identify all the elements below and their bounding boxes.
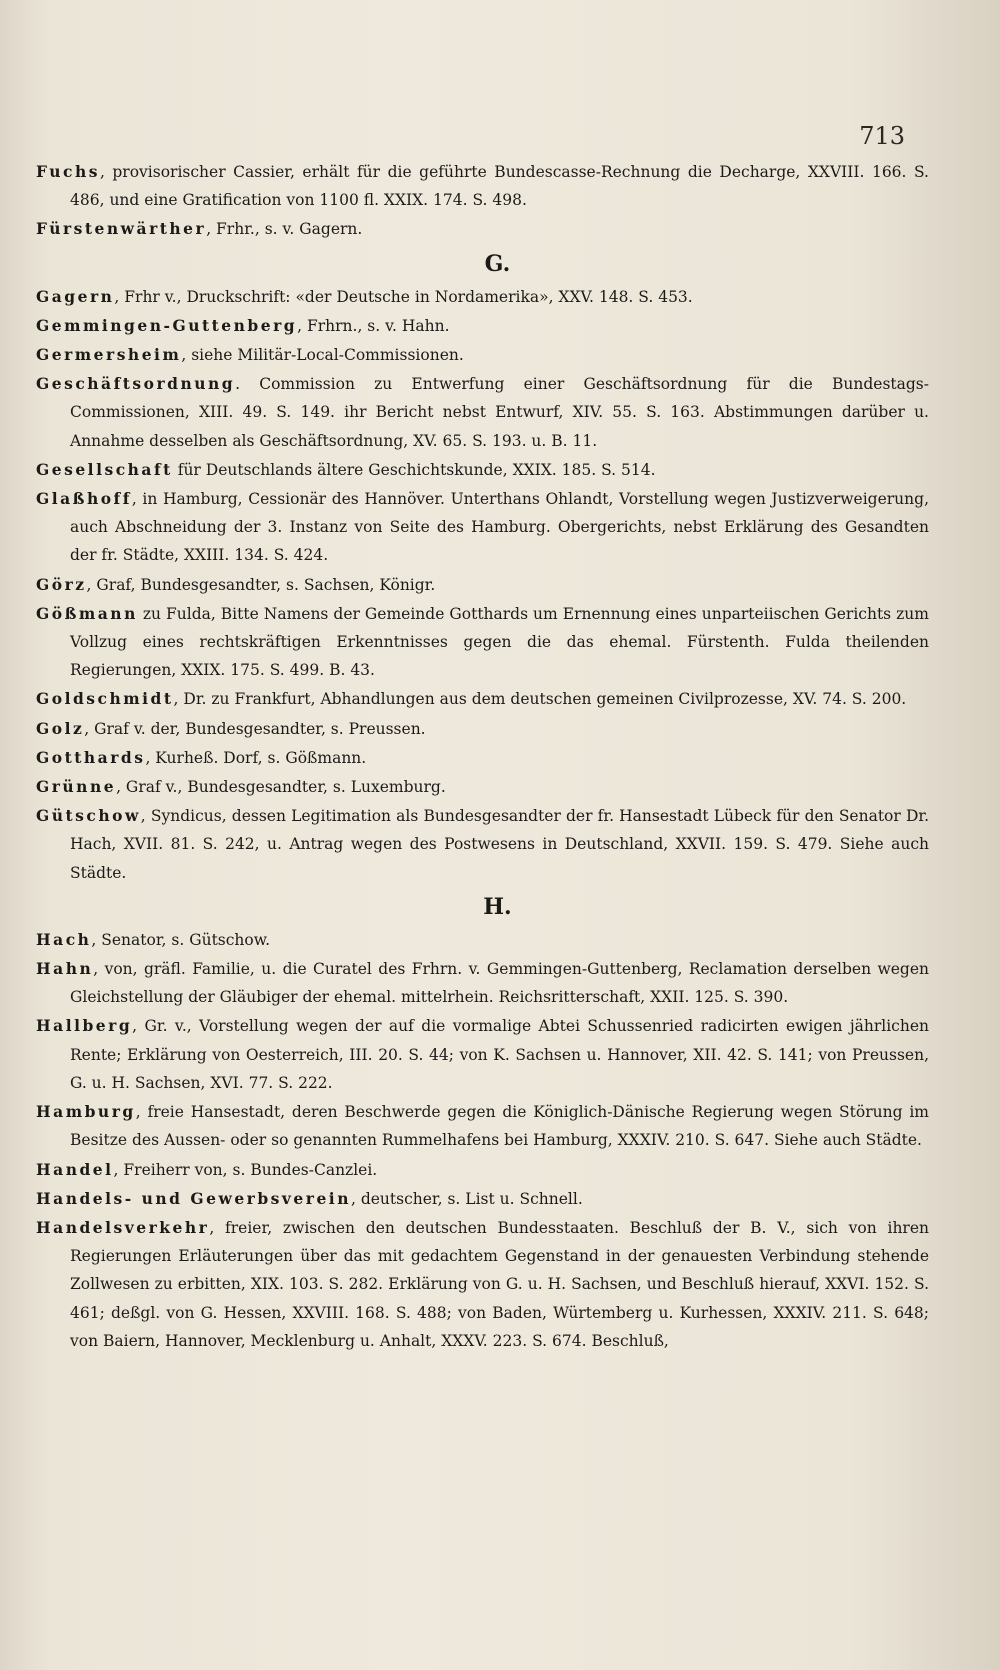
index-content: [36, 158, 929, 1356]
entry-heading: Gagern: [36, 286, 115, 306]
entry-heading: Hach: [36, 929, 92, 949]
index-entry: [36, 802, 929, 887]
entry-text: , Gr. v., Vorstellung wegen der auf die vormalige Abtei Schussenried radicirten ewigen jährlichen Rente; Erklärung von Oesterreich, III. 20. S. 44; von K. Sachsen u. Hannover, XII. 42. S. 141; von Preussen, G. u. H. Sachsen, XVI. 77. S. 222.: [70, 1017, 929, 1092]
entry-text: , freier, zwischen den deutschen Bundesstaaten. Beschluß der B. V., sich von ihren Regierungen Erläuterungen über das mit gedachtem Gegenstand in der genauesten Verbindung stehende Zollwesen zu erbitten, XIX. 103. S. 282. Erklärung von G. u. H. Sachsen, und Beschluß hierauf, XXVI. 152. S. 461; deßgl. von G. Hessen, XXVIII. 168. S. 488; von Baden, Würtemberg u. Kurhessen, XXXIV. 211. S. 648; von Baiern, Hannover, Mecklenburg u. Anhalt, XXXV. 223. S. 674. Beschluß,: [70, 1218, 929, 1350]
entry-heading: Fuchs: [36, 162, 100, 181]
entry-text: , siehe Militär-Local-Commissionen.: [181, 346, 464, 365]
page-number: 713: [859, 122, 905, 150]
entry-text: , von, gräfl. Familie, u. die Curatel des Frhrn. v. Gemmingen-Guttenberg, Reclamation derselben wegen Gleichstellung der Gläubiger der ehemal. mittelrhein. Reichsritterschaft, XXII. 125. S. 390.: [70, 960, 929, 1007]
entry-text: , Frhr v., Druckschrift: «der Deutsche in Nordamerika», XXV. 148. S. 453.: [114, 287, 693, 306]
index-entry: [36, 685, 929, 713]
index-entry: [36, 370, 929, 455]
entry-text: , provisorischer Cassier, erhält für die geführte Bundescasse-Rechnung die Decharge, XXVIII. 166. S. 486, und eine Gratification von 1100 fl. XXIX. 174. S. 498.: [70, 163, 929, 210]
entry-heading: Hamburg: [36, 1102, 136, 1122]
entry-heading: Handels- und Gewerbsverein: [36, 1188, 351, 1208]
entry-text: , Senator, s. Gütschow.: [91, 930, 271, 949]
entry-heading: Görz: [36, 574, 87, 594]
entry-heading: Gütschow: [36, 806, 141, 826]
index-entry: [36, 158, 929, 214]
entry-text: , freie Hansestadt, deren Beschwerde gegen die Königlich-Dänische Regierung wegen Störung im Besitze des Aussen- oder so genannten Rummelhafens bei Hamburg, XXXIV. 210. S. 647. Siehe auch Städte.: [70, 1103, 929, 1150]
index-entry: [36, 744, 929, 772]
index-entry: [36, 341, 929, 369]
entry-text: , Dr. zu Frankfurt, Abhandlungen aus dem deutschen gemeinen Civilprozesse, XV. 74. S. 200.: [173, 690, 907, 709]
entry-text: , in Hamburg, Cessionär des Hannöver. Unterthans Ohlandt, Vorstellung wegen Justizverweigerung, auch Abschneidung der 3. Instanz von Seite des Hamburg. Obergerichts, nebst Erklärung des Gesandten der fr. Städte, XXIII. 134. S. 424.: [70, 490, 929, 565]
entry-text: , Frhr., s. v. Gagern.: [206, 220, 363, 239]
index-entry: [36, 1156, 929, 1184]
entry-heading: Glaßhoff: [36, 489, 132, 509]
entry-heading: Hahn: [36, 959, 94, 979]
entry-heading: Handel: [36, 1159, 114, 1179]
index-entry: [36, 485, 929, 570]
entry-text: , Graf, Bundesgesandter, s. Sachsen, Königr.: [86, 575, 436, 594]
entry-text: , Freiherr von, s. Bundes-Canzlei.: [113, 1160, 378, 1179]
entry-heading: Fürstenwärther: [36, 219, 207, 239]
index-entry: [36, 715, 929, 743]
entry-text: , Graf v. der, Bundesgesandter, s. Preussen.: [84, 719, 426, 738]
entry-text: , Kurheß. Dorf, s. Gößmann.: [145, 748, 367, 767]
index-entry: [36, 456, 929, 484]
entry-heading: Goldschmidt: [36, 689, 174, 709]
index-entry: [36, 1012, 929, 1097]
entry-heading: Gößmann: [36, 603, 138, 623]
index-entry: [36, 1214, 929, 1355]
entry-heading: Hallberg: [36, 1016, 133, 1036]
entry-heading: Gemmingen-Guttenberg: [36, 315, 298, 335]
entry-heading: Germersheim: [36, 345, 182, 365]
index-entry: [36, 215, 929, 243]
entry-heading: Grünne: [36, 777, 117, 797]
index-entry: [36, 312, 929, 340]
index-entry: [36, 773, 929, 801]
entry-text: , Syndicus, dessen Legitimation als Bundesgesandter der fr. Hansestadt Lübeck für den Senator Dr. Hach, XVII. 81. S. 242, u. Antrag wegen des Postwesens in Deutschland, XXVII. 159. S. 479. Siehe auch Städte.: [70, 807, 929, 882]
section-letter: H.: [483, 893, 512, 920]
index-entry: [36, 926, 929, 954]
entry-text: , deutscher, s. List u. Schnell.: [350, 1189, 583, 1208]
entry-text: für Deutschlands ältere Geschichtskunde, XXIX. 185. S. 514.: [172, 460, 656, 479]
index-entry: [36, 600, 929, 685]
index-entry: [36, 1185, 929, 1213]
entry-heading: Handelsverkehr: [36, 1217, 210, 1237]
entry-text: , Frhrn., s. v. Hahn.: [297, 316, 450, 335]
entry-heading: Gesellschaft: [36, 459, 173, 479]
index-entry: [36, 283, 929, 311]
section-letter: G.: [484, 250, 511, 277]
entry-heading: Gotthards: [36, 747, 146, 767]
index-entry: [36, 571, 929, 599]
index-entry: [36, 955, 929, 1011]
entry-text: , Graf v., Bundesgesandter, s. Luxemburg.: [116, 778, 446, 797]
entry-heading: Geschäftsordnung: [36, 374, 236, 394]
index-entry: [36, 1098, 929, 1154]
entry-text: zu Fulda, Bitte Namens der Gemeinde Gotthards um Ernennung eines unparteiischen Gerichts zum Vollzug eines rechtskräftigen Erkenntnisses gegen die das ehemal. Fürstenth. Fulda theilenden Regierungen, XXIX. 175. S. 499. B. 43.: [70, 604, 929, 680]
entry-heading: Golz: [36, 718, 85, 738]
entry-text: . Commission zu Entwerfung einer Geschäftsordnung für die Bundestags-Commissionen, XIII. 49. S. 149. ihr Bericht nebst Entwurf, XIV. 55. S. 163. Abstimmungen darüber u. Annahme desselben als Geschäftsordnung, XV. 65. S. 193. u. B. 11.: [70, 375, 929, 450]
